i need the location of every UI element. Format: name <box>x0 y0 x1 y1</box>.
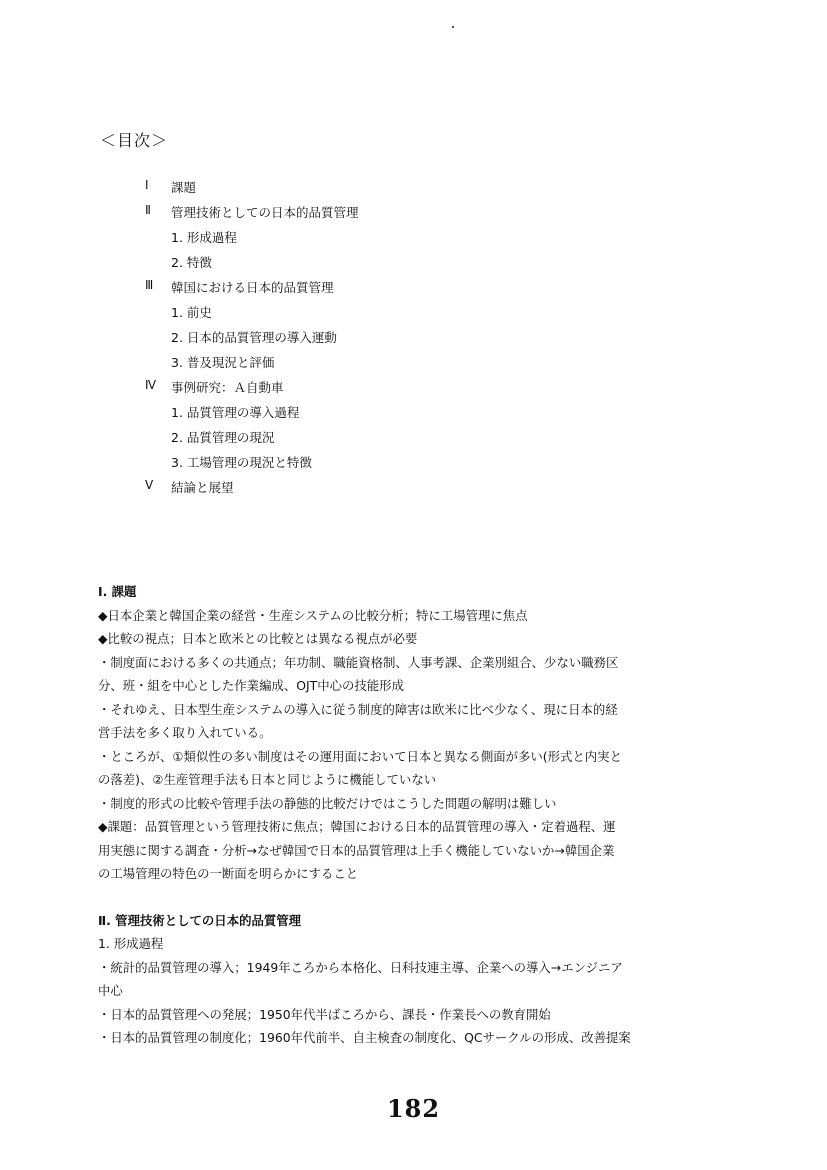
text-line: ・統計的品質管理の導入；1949年ころから本格化、日科技連主導、企業への導入→エンジニア <box>98 959 623 975</box>
toc-subitem-label: 3. 工場管理の現況と特徴 <box>171 455 312 470</box>
section-heading: Ⅱ. 管理技術としての日本的品質管理 <box>98 912 302 928</box>
body-text <box>98 580 698 1050</box>
text-line: 1. 形成過程 <box>98 936 164 951</box>
toc-item-number: Ⅴ <box>145 478 154 492</box>
toc-item-number: Ⅳ <box>145 378 157 392</box>
text-line: ◆比較の視点；日本と欧米との比較とは異なる視点が必要 <box>98 631 418 646</box>
toc-item-number: Ⅰ <box>145 178 149 192</box>
text-line: ・制度面における多くの共通点；年功制、職能資格制、人事考課、企業別組合、少ない職務区 <box>98 654 619 670</box>
text-line: ・日本的品質管理への発展；1950年代半ばころから、課長・作業長への教育開始 <box>98 1006 551 1022</box>
toc-subitem-label: 2. 日本的品質管理の導入運動 <box>171 330 337 345</box>
toc-item-number: Ⅲ <box>145 278 154 292</box>
page-number: 182 <box>386 1094 441 1123</box>
text-line: ◆課題：品質管理という管理技術に焦点；韓国における日本的品質管理の導入・定着過程、運 <box>98 819 616 834</box>
toc-item-label: 結論と展望 <box>171 480 234 495</box>
text-line: 中心 <box>98 983 123 998</box>
toc-subitem-label: 1. 品質管理の導入過程 <box>171 405 300 420</box>
toc-subitem-label: 1. 形成過程 <box>171 230 237 245</box>
scan-speck <box>452 26 454 28</box>
text-line: ・制度的形式の比較や管理手法の静態的比較だけではこうした問題の解明は難しい <box>98 795 557 811</box>
toc-subitem-label: 2. 特徴 <box>171 255 212 270</box>
text-line: ◆日本企業と韓国企業の経営・生産システムの比較分析；特に工場管理に焦点 <box>98 607 528 623</box>
text-line: ・日本的品質管理の制度化；1960年代前半、自主検査の制度化、QCサークルの形成、改善提案 <box>98 1030 631 1045</box>
text-line: 用実態に関する調査・分析→なぜ韓国で日本的品質管理は上手く機能していないか→韓国企業 <box>98 842 615 858</box>
toc-subitem-label: 1. 前史 <box>171 305 212 320</box>
section-heading: Ⅰ. 課題 <box>98 584 137 599</box>
section-gap <box>98 886 698 909</box>
toc-title: ＜目次＞ <box>100 131 169 150</box>
text-line: ・ところが、①類似性の多い制度はその運用面において日本と異なる側面が多い(形式と内実と <box>98 748 622 764</box>
text-line: の落差)、②生産管理手法も日本と同じように機能していない <box>98 772 437 787</box>
toc-item-label: 課題 <box>171 180 197 195</box>
toc-item-number: Ⅱ <box>145 203 151 217</box>
toc-subitem-label: 3. 普及現況と評価 <box>171 355 275 370</box>
text-line: ・それゆえ、日本型生産システムの導入に従う制度的障害は欧米に比べ少なく、現に日本的経 <box>98 701 618 717</box>
text-line: 分、班・組を中心とした作業編成、OJT中心の技能形成 <box>98 678 404 693</box>
toc-item-label: 管理技術としての日本的品質管理 <box>171 205 359 220</box>
toc-subitem-label: 2. 品質管理の現況 <box>171 430 275 445</box>
toc-item-label: 事例研究：Ａ自動車 <box>171 380 284 395</box>
toc-item-label: 韓国における日本的品質管理 <box>171 280 334 295</box>
text-line: の工場管理の特色の一断面を明らかにすること <box>98 866 359 881</box>
text-line: 営手法を多く取り入れている。 <box>98 725 272 740</box>
